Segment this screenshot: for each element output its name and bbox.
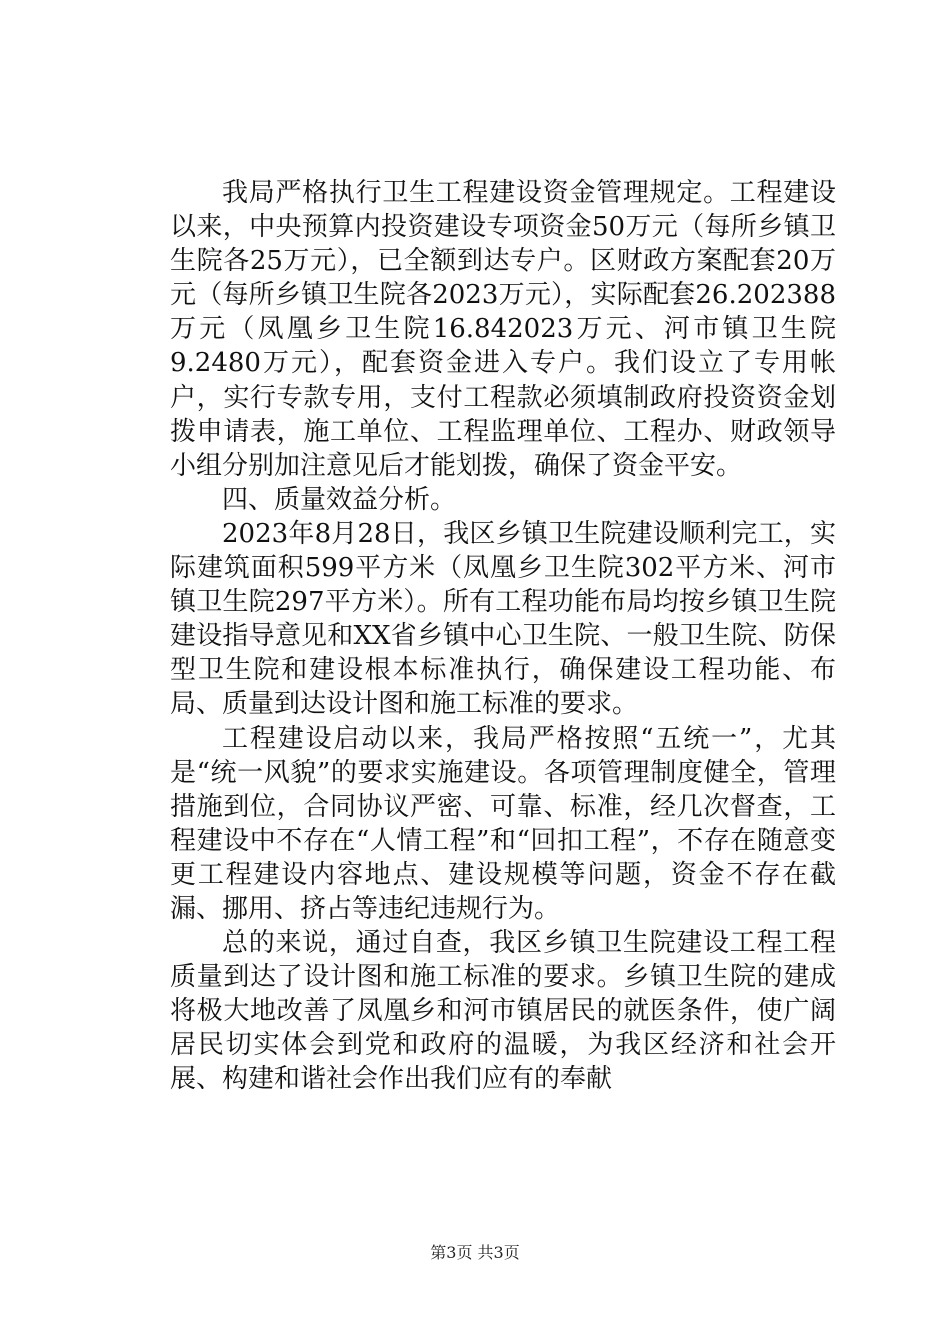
page-footer: 第3页 共3页 — [430, 1243, 520, 1262]
paragraph-management: 工程建设启动以来，我局严格按照“五统一”，尤其是“统一风貌”的要求实施建设。各项管理制度健全，管理措施到位，合同协议严密、可靠、标准，经几次督查，工程建设中不存在“人情工程”和“回扣工程”，不存在随意变更工程建设内容地点、建设规模等问题，资金不存在截漏、挪用、挤占等违纪违规行为。 — [170, 723, 836, 924]
paragraph-summary: 总的来说，通过自查，我区乡镇卫生院建设工程工程质量到达了设计图和施工标准的要求。乡镇卫生院的建成将极大地改善了凤凰乡和河市镇居民的就医条件，使广阔居民切实体会到党和政府的温暖，为我区经济和社会开展、构建和谐社会作出我们应有的奉献 — [170, 928, 836, 1095]
document-body — [170, 176, 836, 1097]
paragraph-funds: 我局严格执行卫生工程建设资金管理规定。工程建设以来，中央预算内投资建设专项资金50万元（每所乡镇卫生院各25万元），已全额到达专户。区财政方案配套20万元（每所乡镇卫生院各2023万元），实际配套26.202388万元（凤凰乡卫生院16.842023万元、河市镇卫生院9.2480万元），配套资金进入专户。我们设立了专用帐户，实行专款专用，支付工程款必须填制政府投资资金划拨申请表，施工单位、工程监理单位、工程办、财政领导小组分别加注意见后才能划拨，确保了资金平安。 — [170, 178, 836, 481]
paragraph-completion: 2023年8月28日，我区乡镇卫生院建设顺利完工，实际建筑面积599平方米（凤凰乡卫生院302平方米、河市镇卫生院297平方米）。所有工程功能布局均按乡镇卫生院建设指导意见和XX省乡镇中心卫生院、一般卫生院、防保型卫生院和建设根本标准执行，确保建设工程功能、布局、质量到达设计图和施工标准的要求。 — [170, 518, 836, 720]
section-heading-quality: 四、质量效益分析。 — [222, 484, 457, 515]
